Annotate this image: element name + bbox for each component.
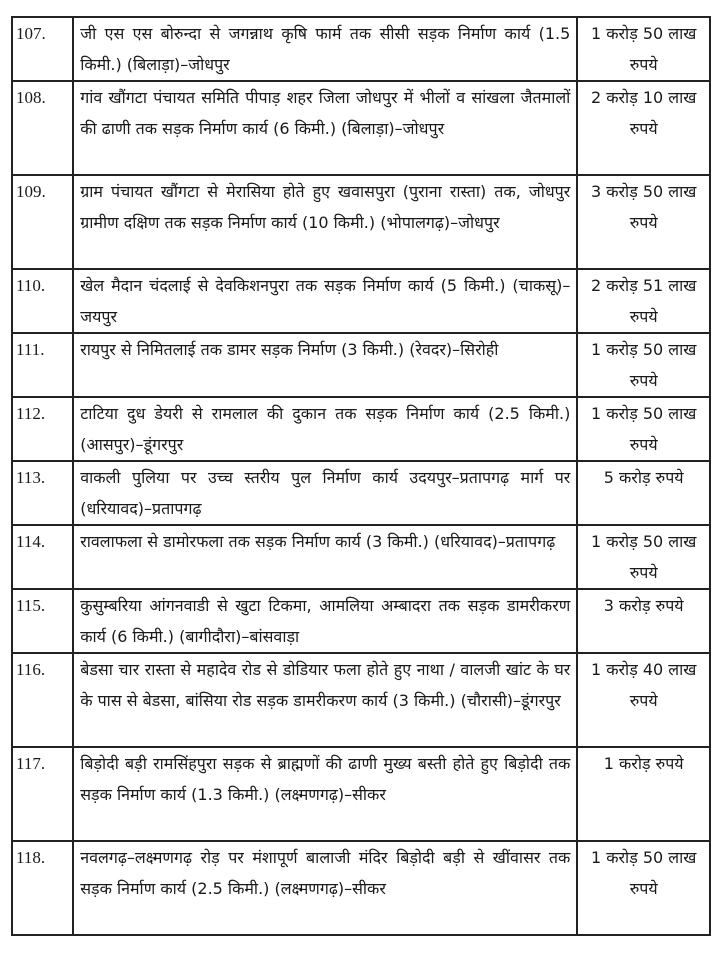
sanctioned-amount: 2 करोड़ 10 लाख रुपये: [577, 81, 710, 175]
sanctioned-amount: 1 करोड़ 50 लाख रुपये: [577, 397, 710, 461]
table-row: [12, 175, 710, 269]
table-row: [12, 461, 710, 525]
table-row: [12, 589, 710, 653]
table-row: [12, 333, 710, 397]
table-row: [12, 269, 710, 333]
serial-number: 110.: [12, 269, 73, 333]
serial-number: 112.: [12, 397, 73, 461]
sanctioned-amount: 1 करोड़ रुपये: [577, 747, 710, 841]
serial-number: 115.: [12, 589, 73, 653]
serial-number: 114.: [12, 525, 73, 589]
table-row: [12, 397, 710, 461]
work-description: कुसुम्बरिया आंगनवाडी से खुटा टिकमा, आमलिया अम्बादरा तक सड़क डामरीकरण कार्य (6 किमी.) (बागीदौरा)–बांसवाड़ा: [73, 589, 577, 653]
serial-number: 111.: [12, 333, 73, 397]
work-description: बिड़ोदी बड़ी रामसिंहपुरा सड़क से ब्राह्मणों की ढाणी मुख्य बस्ती होते हुए बिड़ोदी तक सड़क निर्माण कार्य (1.3 किमी.) (लक्ष्मणगढ़)–सीकर: [73, 747, 577, 841]
serial-number: 117.: [12, 747, 73, 841]
work-description: ग्राम पंचायत खौंगटा से मेरासिया होते हुए खवासपुरा (पुराना रास्ता) तक, जोधपुर ग्रामीण दक्षिण तक सड़क निर्माण कार्य (10 किमी.) (भोपालगढ़)–जोधपुर: [73, 175, 577, 269]
work-description: नवलगढ़–लक्ष्मणगढ़ रोड़ पर मंशापूर्ण बालाजी मंदिर बिड़ोदी बड़ी से खींवासर तक सड़क निर्माण कार्य (2.5 किमी.) (लक्ष्मणगढ़)–सीकर: [73, 841, 577, 935]
table-row: [12, 653, 710, 747]
work-description: गांव खौंगटा पंचायत समिति पीपाड़ शहर जिला जोधपुर में भीलों व सांखला जैतमालों की ढाणी तक सड़क निर्माण कार्य (6 किमी.) (बिलाड़ा)–जोधपुर: [73, 81, 577, 175]
table-row: [12, 841, 710, 935]
work-description: वाकली पुलिया पर उच्च स्तरीय पुल निर्माण कार्य उदयपुर–प्रतापगढ़ मार्ग पर (धरियावद)–प्रतापगढ़: [73, 461, 577, 525]
serial-number: 113.: [12, 461, 73, 525]
sanctioned-amount: 1 करोड़ 50 लाख रुपये: [577, 841, 710, 935]
table-row: [12, 525, 710, 589]
table-row: [12, 17, 710, 81]
works-table-body: [12, 17, 710, 935]
work-description: जी एस एस बोरुन्दा से जगन्नाथ कृषि फार्म तक सीसी सड़क निर्माण कार्य (1.5 किमी.) (बिलाड़ा)–जोधपुर: [73, 17, 577, 81]
sanctioned-amount: 1 करोड़ 40 लाख रुपये: [577, 653, 710, 747]
work-description: रावलाफला से डामोरफला तक सड़क निर्माण कार्य (3 किमी.) (धरियावद)–प्रतापगढ़: [73, 525, 577, 589]
sanctioned-amount: 2 करोड़ 51 लाख रुपये: [577, 269, 710, 333]
serial-number: 109.: [12, 175, 73, 269]
serial-number: 118.: [12, 841, 73, 935]
table-row: [12, 747, 710, 841]
works-table: [11, 16, 711, 936]
serial-number: 116.: [12, 653, 73, 747]
table-row: [12, 81, 710, 175]
work-description: टाटिया दुध डेयरी से रामलाल की दुकान तक सड़क निर्माण कार्य (2.5 किमी.) (आसपुर)–डूंगरपुर: [73, 397, 577, 461]
sanctioned-amount: 3 करोड़ 50 लाख रुपये: [577, 175, 710, 269]
serial-number: 108.: [12, 81, 73, 175]
work-description: खेल मैदान चंदलाई से देवकिशनपुरा तक सड़क निर्माण कार्य (5 किमी.) (चाकसू)–जयपुर: [73, 269, 577, 333]
sanctioned-amount: 1 करोड़ 50 लाख रुपये: [577, 333, 710, 397]
sanctioned-amount: 1 करोड़ 50 लाख रुपये: [577, 17, 710, 81]
sanctioned-amount: 5 करोड़ रुपये: [577, 461, 710, 525]
serial-number: 107.: [12, 17, 73, 81]
sanctioned-amount: 1 करोड़ 50 लाख रुपये: [577, 525, 710, 589]
work-description: रायपुर से निमितलाई तक डामर सड़क निर्माण (3 किमी.) (रेवदर)–सिरोही: [73, 333, 577, 397]
work-description: बेडसा चार रास्ता से महादेव रोड से डोडियार फला होते हुए नाथा / वालजी खांट के घर के पास से बेडसा, बांसिया रोड सड़क डामरीकरण कार्य (3 किमी.) (चौरासी)–डूंगरपुर: [73, 653, 577, 747]
sanctioned-amount: 3 करोड़ रुपये: [577, 589, 710, 653]
